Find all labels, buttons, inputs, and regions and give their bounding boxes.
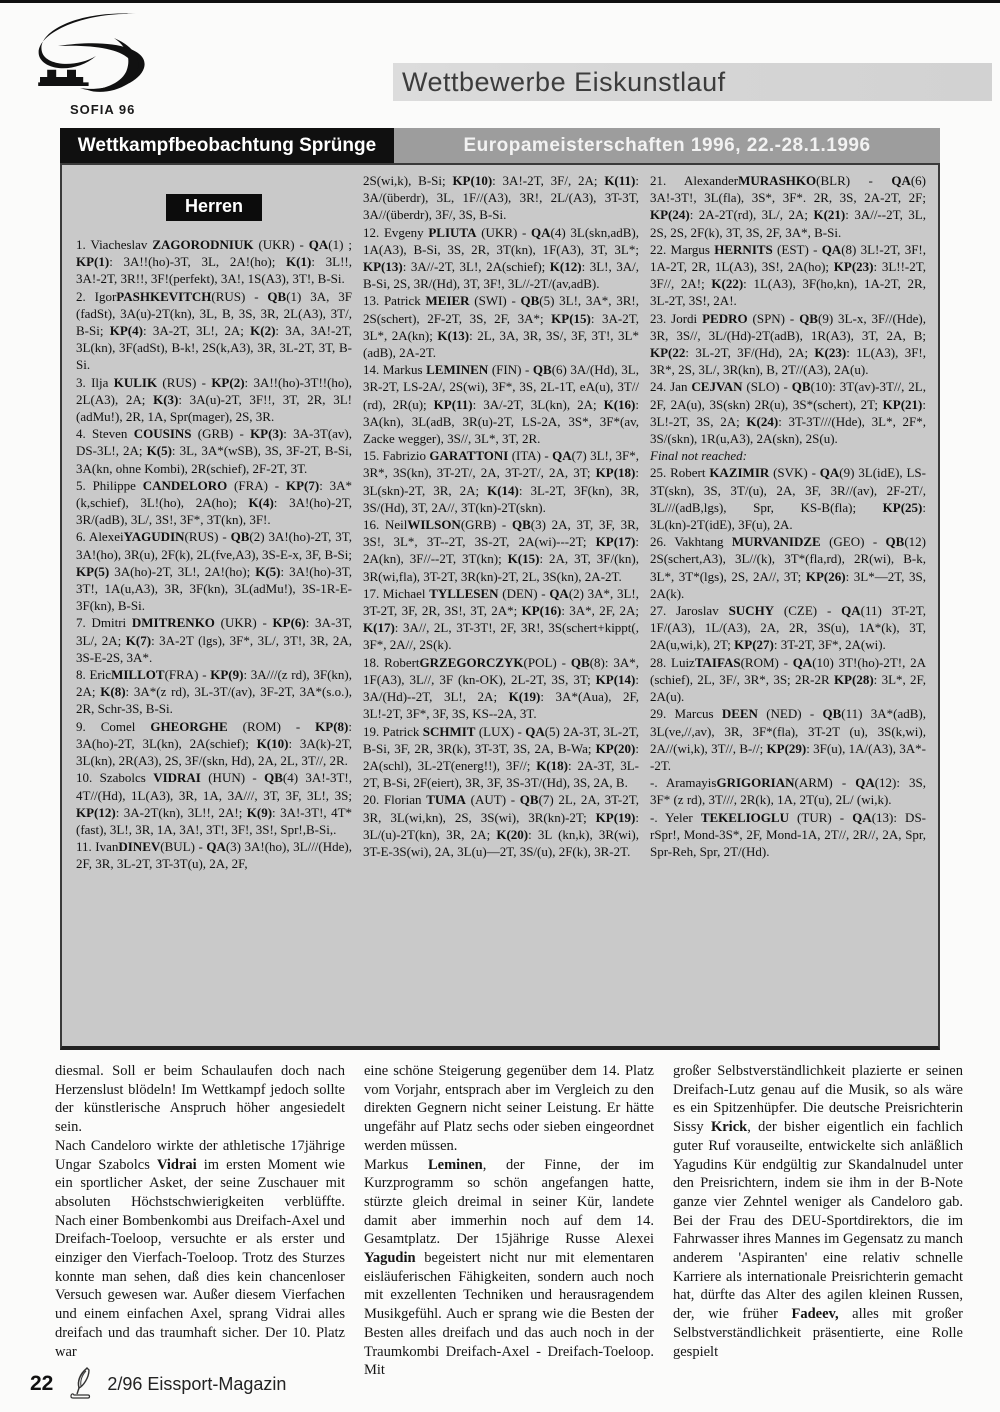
paragraph: Final not reached:: [650, 448, 747, 464]
paragraph: 22. Margus HERNITS (EST) - QA(8) 3L!-2T, 3F!, 1A-2T, 2R, 1L(A3), 3S!, 2A(ho); KP(23): 3L!!-2T, 3F//, 2A!; K(22): 1L(A3), 3F(ho,kn), 1A-2T, 2R, 3L-2T, 3S!, 2A!.: [650, 241, 927, 309]
championship-bar: [394, 128, 940, 163]
listing-column-2-body: [363, 172, 639, 860]
paragraph: 15. Fabrizio GARATTONI (ITA) - QA(7) 3L!, 3F*, 3R*, 3S(kn), 3T-2T/, 2A, 3T-2T/, 2A, 3T; KP(18): 3L(skn)-2T, 3R, 2A; K(14): 3L-2T, 3F(kn), 3R, 3S/(Hd), 3T, 2A//, 3T(kn)-2T(skn).: [363, 448, 639, 515]
listing-column-3-body: [650, 172, 926, 860]
observation-bar: [60, 128, 394, 163]
listing-column-2: [363, 172, 639, 1040]
paragraph: 4. Steven COUSINS (GRB) - KP(3): 3A-3T(av), DS-3L!, 2A; K(5): 3L, 3A*(wSB), 3S, 3F-2T, B-Si, 3A(kn, ohne Kombi), 2R(schief), 2F-2T, 3T.: [76, 426, 353, 476]
paragraph: 25. Robert KAZIMIR (SVK) - QA(9) 3L(idE), LS-3T(skn), 3S, 3T/(u), 2A, 3F, 3R//(av), 2F-2T/, 3L///(adB,lgs), Spr, KS-B(fla); KP(25): 3L(kn)-2T(idE), 3F(u), 2A.: [650, 465, 926, 533]
issue-label: 2/96 Eissport-Magazin: [107, 1373, 287, 1394]
sofia96-logo: [18, 8, 168, 116]
paragraph: 7. Dmitri DMITRENKO (UKR) - KP(6): 3A-3T, 3L/, 2A; K(7): 3A-2T (lgs), 3F*, 3L/, 3T!, 3R, 2A, 3S-E-2S, 3A*.: [76, 615, 353, 665]
paragraph: 19. Patrick SCHMIT (LUX) - QA(5) 2A-3T, 3L-2T, B-Si, 3F, 2R, 3R(k), 3T-3T, 3S, 2A, B-Wa; KP(20): 2A(schl), 3L-2T(energ!!), 3F//; K(18): 2A-3T, 3L-2T, B-Si, 2F(eiert), 3R, 3F, 3S-3T/(Hd), 3S, 2A, B.: [363, 723, 639, 791]
paragraph: 23. Jordi PEDRO (SPN) - QB(9) 3L-x, 3F//(Hde), 3R, 3S//, 3L/(Hd)-2T(adB), 1R(A3), 3T, 2A, B; KP(22: 3L-2T, 3F/(Hd), 2A; K(23): 1L(A3), 3F!, 3R*, 2S, 3L/, 3R(kn), B, 2T//(A3), 2A(u).: [650, 310, 927, 378]
paragraph: 8. EricMILLOT(FRA) - KP(9): 3A///(z rd), 3F(kn), 2A; K(8): 3A*(z rd), 3L-3T/(av), 3F-2T, 3A*(s.o.), 2R, Schr-3S, B-Si.: [76, 667, 353, 717]
paragraph: -. Yeler TEKELIOGLU (TUR) - QA(13): DS-rSpr!, Mond-3S*, 2F, Mond-1A, 2T//, 2R//, 2A, Spr, Spr-Reh, Spr, 2T/(Hd).: [650, 809, 926, 859]
skater-logo-icon: [67, 1366, 97, 1402]
paragraph: 10. Szabolcs VIDRAI (HUN) - QB(4) 3A!-3T!, 4T//(Hd), 1L(A3), 3R, 1A, 3A///, 3T, 3F, 3L!, 3S; KP(12): 3A-2T(kn), 3L!!, 2A!; K(9): 3A!-3T!, 4T*(fast), 3L!, 3R, 1A, 3A!, 3T!, 3F!, 3S!, Spr!,B-Si,.: [76, 770, 353, 837]
swoosh-logo-icon: [18, 8, 168, 108]
observation-bar-label: Wettkampfbeobachtung Sprünge: [77, 134, 377, 156]
results-panel: [60, 163, 940, 1050]
paragraph: 18. RobertGRZEGORCZYK(POL) - QB(8): 3A*, 1F(A3), 3L//, 3F (kn-OK), 2L-2T, 3S, 3T; KP(14): 3A/(Hd)--2T, 3L!, 2A; K(19): 3A*(Aua), 2F, 3L!-2T, 3F*, 3F, 3S, KS--2A, 3T.: [363, 654, 639, 722]
article-column-2: [364, 1062, 654, 1380]
paragraph: 27. Jaroslav SUCHY (CZE) - QA(11) 3T-2T, 1F/(A3), 1L/(A3), 2A, 2R, 3S(u), 1A*(k), 3T, 2A(u,wi,k), 2T; KP(27): 3T-2T, 3F*, 2A(wi).: [650, 603, 926, 653]
paragraph: 6. AlexeiYAGUDIN(RUS) - QB(2) 3A!(ho)-2T, 3T, 3A!(ho), 3R(u), 2F(k), 2L(fve,A3), 3S-E-x, 3F, B-Si; KP(5) 3A(ho)-2T, 3L!, 2A!(ho); K(5): 3A!(ho)-3T, 3T!, 1A(u,A3), 3R, 3F(kn), 3L(adMu!), 3S-1R-E-3F(kn), B-Si.: [76, 529, 352, 614]
paragraph: 21. AlexanderMURASHKO(BLR) - QA(6) 3A!-3T!, 3L(fla), 3S*, 3F*. 2R, 3S, 2A-2T, 2F; KP(24): 2A-2T(rd), 3L/, 2A; K(21): 3A//--2T, 3L, 2S, 2S, 2F(k), 3T, 3S, 2F, 3A*, B-Si.: [650, 173, 926, 240]
paragraph: 17. Michael TYLLESEN (DEN) - QA(2) 3A*, 3L!, 3T-2T, 3F, 2R, 3S!, 3T, 2A*; KP(16): 3A*, 2F, 2A; K(17): 3A//, 2L, 3T-3T!, 2F, 3R!, 3S(schert+kippt(, 3F*, 2A//, 2S(k).: [363, 585, 639, 653]
paragraph: Nach Candeloro wirkte der athletische 17jährige Ungar Szabolcs Vidrai im ersten Moment wie ein sportlicher Asket, der seine Zuschauer mit absoluten Höchstschwierigkeiten verblüffte. Nach einer Bombenkombi aus Dreifach-Axel und Dreifach-Toeloop, versuchte er als erster und einziger den Vierfach-Toeloop. Trotz des Sturzes konnte man sehen, daß dies kein chancenloser Versuch gewesen war. Außer diesem Vierfachen und einem einfachen Axel, sprang Vidrai alles dreifach und das traumhaft sicher. Der 10. Platz war: [55, 1137, 345, 1360]
article-column-3: [673, 1062, 963, 1380]
paragraph: großer Selbstverständlichkeit plazierte er seinen Dreifach-Lutz genau auf die Musik, so als wäre es ein Spitzenhüpfer. Die deutsche Preisrichterin Sissy Krick, der bisher eigentlich ein fachlich guter Ruf vorauseilte, entwickelte sich anläßlich Yagudins Kür endgültig zur Skandalnudel unter den Preisrichtern, indem sie ihm in der B-Note ganze vier Zehntel weniger als Candeloro gab. Bei der Frau des DEU-Sportdirektors, die im Fahrwasser ihres Mannes im Gegensatz zu manch anderem 'Aspiranten' eine relativ schnelle Karriere als internationale Preisrichterin gemacht hat, dürfte das Alter des agilen kleinen Russen, der, wie früher Fadeev, alles mit großer Selbstverständlichkeit präsentierte, eine Rolle gespielt: [673, 1063, 964, 1360]
paragraph: 26. Vakhtang MURVANIDZE (GEO) - QB(12) 2S(schert,A3), 3L//(k), 3T*(fla,rd), 2R(wi), B-k, 3L*, 3T*(lgs), 2S, 2A//, 3T; KP(26): 3L*—2T, 3S, 2A(k).: [650, 534, 926, 601]
paragraph: 11. IvanDINEV(BUL) - QA(3) 3A!(ho), 3L///(Hde), 2F, 3R, 3L-2T, 3T-3T(u), 2A, 2F,: [76, 839, 352, 872]
paragraph: 12. Evgeny PLIUTA (UKR) - QA(4) 3L(skn,adB), 1A(A3), B-Si, 3S, 2R, 3T(kn), 1F(A3), 3T, 3L*; KP(13): 3A//-2T, 3L!, 2A(schief); K(12): 3L!, 3A/, B-Si, 2S, 3R/(Hd), 3T, 3F!, 3L//-2T/(av,adB).: [363, 224, 639, 292]
article-column-1: [55, 1062, 345, 1380]
page-footer: [30, 1363, 286, 1405]
paragraph: 2S(wi,k), B-Si; KP(10): 3A!-2T, 3F/, 2A; K(11): 3A/(überdr), 3L, 1F//(A3), 3R!, 2L/(A3), 3T-3T, 3A//(überdr), 3F/, 3S, B-Si.: [363, 173, 639, 223]
logo-caption: SOFIA 96: [70, 102, 136, 117]
article-section: [55, 1062, 965, 1380]
paragraph: 29. Marcus DEEN (NED) - QB(11) 3A*(adB), 3L(ve,//,av), 3R, 3F*(fla), 3T-2T (u), 3S(k,wi), 2A//(wi,k), 3T//, B-//; KP(29): 3F(u), 1A/(A3), 3A*--2T.: [650, 706, 926, 773]
paragraph: 2. IgorPASHKEVITCH(RUS) - QB(1) 3A, 3F (fadSt), 3A(u)-2T(kn), 3L, B, 3S, 3R, 2L(A3), 3T/, B-Si; KP(4): 3A-2T, 3L!, 2A; K(2): 3A, 3A!-2T, 3L(kn), 3F(adSt), B-k!, 2S(k,A3), 3R, 3L-2T, 3T, B-Si.: [76, 288, 352, 373]
page-number: 22: [30, 1372, 54, 1395]
header-bars: [60, 128, 940, 163]
listing-column-1: [76, 172, 352, 1040]
paragraph: diesmal. Soll er beim Schaulaufen doch nach Herzenslust blödeln! Im Wettkampf jedoch sollte der künstlerische Anspruch höher angesiedelt sein.: [55, 1063, 345, 1136]
listing-column-3: [650, 172, 926, 1040]
paragraph: 1. Viacheslav ZAGORODNIUK (UKR) - QA(1) ; KP(1): 3A!!(ho)-3T, 3L, 2A!(ho); K(1): 3L!!, 3A!-2T, 3R!!, 3F!(perfekt), 3A!, 1S(A3), 3T!, B-Si.: [76, 237, 352, 287]
top-banner-title: Wettbewerbe Eiskunstlauf: [402, 66, 726, 97]
paragraph: -. AramayisGRIGORIAN(ARM) - QA(12): 3S, 3F* (z rd), 3T///, 2R(k), 1A, 2T(u), 2L/ (wi,k).: [650, 775, 927, 808]
paragraph: Markus Leminen, der Finne, der im Kurzprogramm so schön angefangen hatte, stürzte gleich dreimal in seiner Kür, landete damit aber immerhin noch auf dem 14. Gesamtplatz. Der 15jährige Russe Alexei Yagudin begeistert nicht nur mit elementaren eisläuferischen Fähigkeiten, sondern auch noch mit exzellenten Techniken und herausragendem Musikgefühl. Auch er sprang wie die Besten der Besten alles dreifach und das auch noch in der Traumkombi Dreifach-Axel - Dreifach-Toeloop. Mit: [364, 1156, 654, 1379]
paragraph: 14. Markus LEMINEN (FIN) - QB(6) 3A/(Hd), 3L, 3R-2T, LS-2A/, 2S(wi), 3F*, 3S, 2L-1T, eA(u), 3T// (rd), 2R(u); KP(11): 3A/-2T, 3L(kn), 2A; K(16): 3A(kn), 3L(adB, 3R(u)-2T, LS-2A, 3S*, 3F*(av, Zacke wegger), 3S//, 3L*, 3T, 2R.: [363, 362, 639, 447]
paragraph: 16. NeilWILSON(GRB) - QB(3) 2A, 3T, 3F, 3R, 3S!, 3L*, 3T--2T, 3S-2T, 2A(wi)---2T; KP(17): 2A(kn), 3F//--2T, 3T(kn); K(15): 2A, 3T, 3F/(kn), 3R(wi,fla), 3T-2T, 3R(kn)-2T, 2L, 3S(kn), 2A-2T.: [363, 517, 640, 584]
paragraph: 5. Philippe CANDELORO (FRA) - KP(7): 3A*(k,schief), 3L!(ho), 2A(ho); K(4): 3A!(ho)-2T, 3R/(adB), 3L/, 3S!, 3F*, 3T(kn), 3F!.: [76, 477, 353, 528]
herren-badge: Herren: [166, 194, 262, 221]
paragraph: 20. Florian TUMA (AUT) - QB(7) 2L, 2A, 3T-2T, 3R, 3L(wi,kn), 2S, 3S(wi), 3R(kn)-2T; KP(19): 3L/(u)-2T(kn), 3R, 2A; K(20): 3L (kn,k), 3R(wi), 3T-E-3S(wi), 2A, 3L(u)—2T, 3S/(u), 2F(k), 3R-2T.: [363, 792, 639, 859]
paragraph: eine schöne Steigerung gegenüber dem 14. Platz vom Vorjahr, entsprach aber im Vergleich zu den direkten Gegnern nicht seiner Leistung. Er hätte ungefähr auf Platz sechs oder sieben eingeordnet werden müssen.: [364, 1063, 654, 1154]
paragraph: 24. Jan CEJVAN (SLO) - QB(10): 3T(av)-3T//, 2L, 2F, 2A(u), 3S(skn) 2R(u), 3S*(schert), 2T; KP(21): 3L!-2T, 3S, 2A; K(24): 3T-3T///(Hde), 3L*, 2F*, 3S/(skn), 1R(u,A3), 2A(skn), 2S(u).: [650, 379, 927, 447]
paragraph: 13. Patrick MEIER (SWI) - QB(5) 3L!, 3A*, 3R!, 2S(schert), 2F-2T, 3S, 2F, 3A*; KP(15): 3A-2T, 3L*, 2A(kn); K(13): 2L, 3A, 3R, 3S/, 3F, 3T!, 3L*(adB), 2A-2T.: [363, 293, 639, 361]
championship-bar-label: Europameisterschaften 1996, 22.-28.1.1996: [463, 134, 871, 156]
paragraph: 9. Comel GHEORGHE (ROM) - KP(8): 3A(ho)-2T, 3L(kn), 2A(schief); K(10): 3A(k)-2T, 3L(kn), 2R(A3), 2S, 3F/(skn, Hd), 2A, 2L, 3T//, 2R.: [76, 718, 353, 769]
paragraph: 3. Ilja KULIK (RUS) - KP(2): 3A!!(ho)-3T!!(ho), 2L(A3), 2A; K(3): 3A(u)-2T, 3F!!, 3T, 2R, 3L!(adMu!), 2R, 1A, Spr(mager), 2S, 3R.: [76, 374, 353, 425]
paragraph: 28. LuizTAIFAS(ROM) - QA(10) 3T!(ho)-2T!, 2A (schief), 2L, 3F/, 3R*, 3S; 2R-2R KP(28): 3L*, 2F, 2A(u).: [650, 654, 927, 705]
top-banner: [393, 63, 992, 101]
listing-column-1-body: [76, 236, 352, 873]
